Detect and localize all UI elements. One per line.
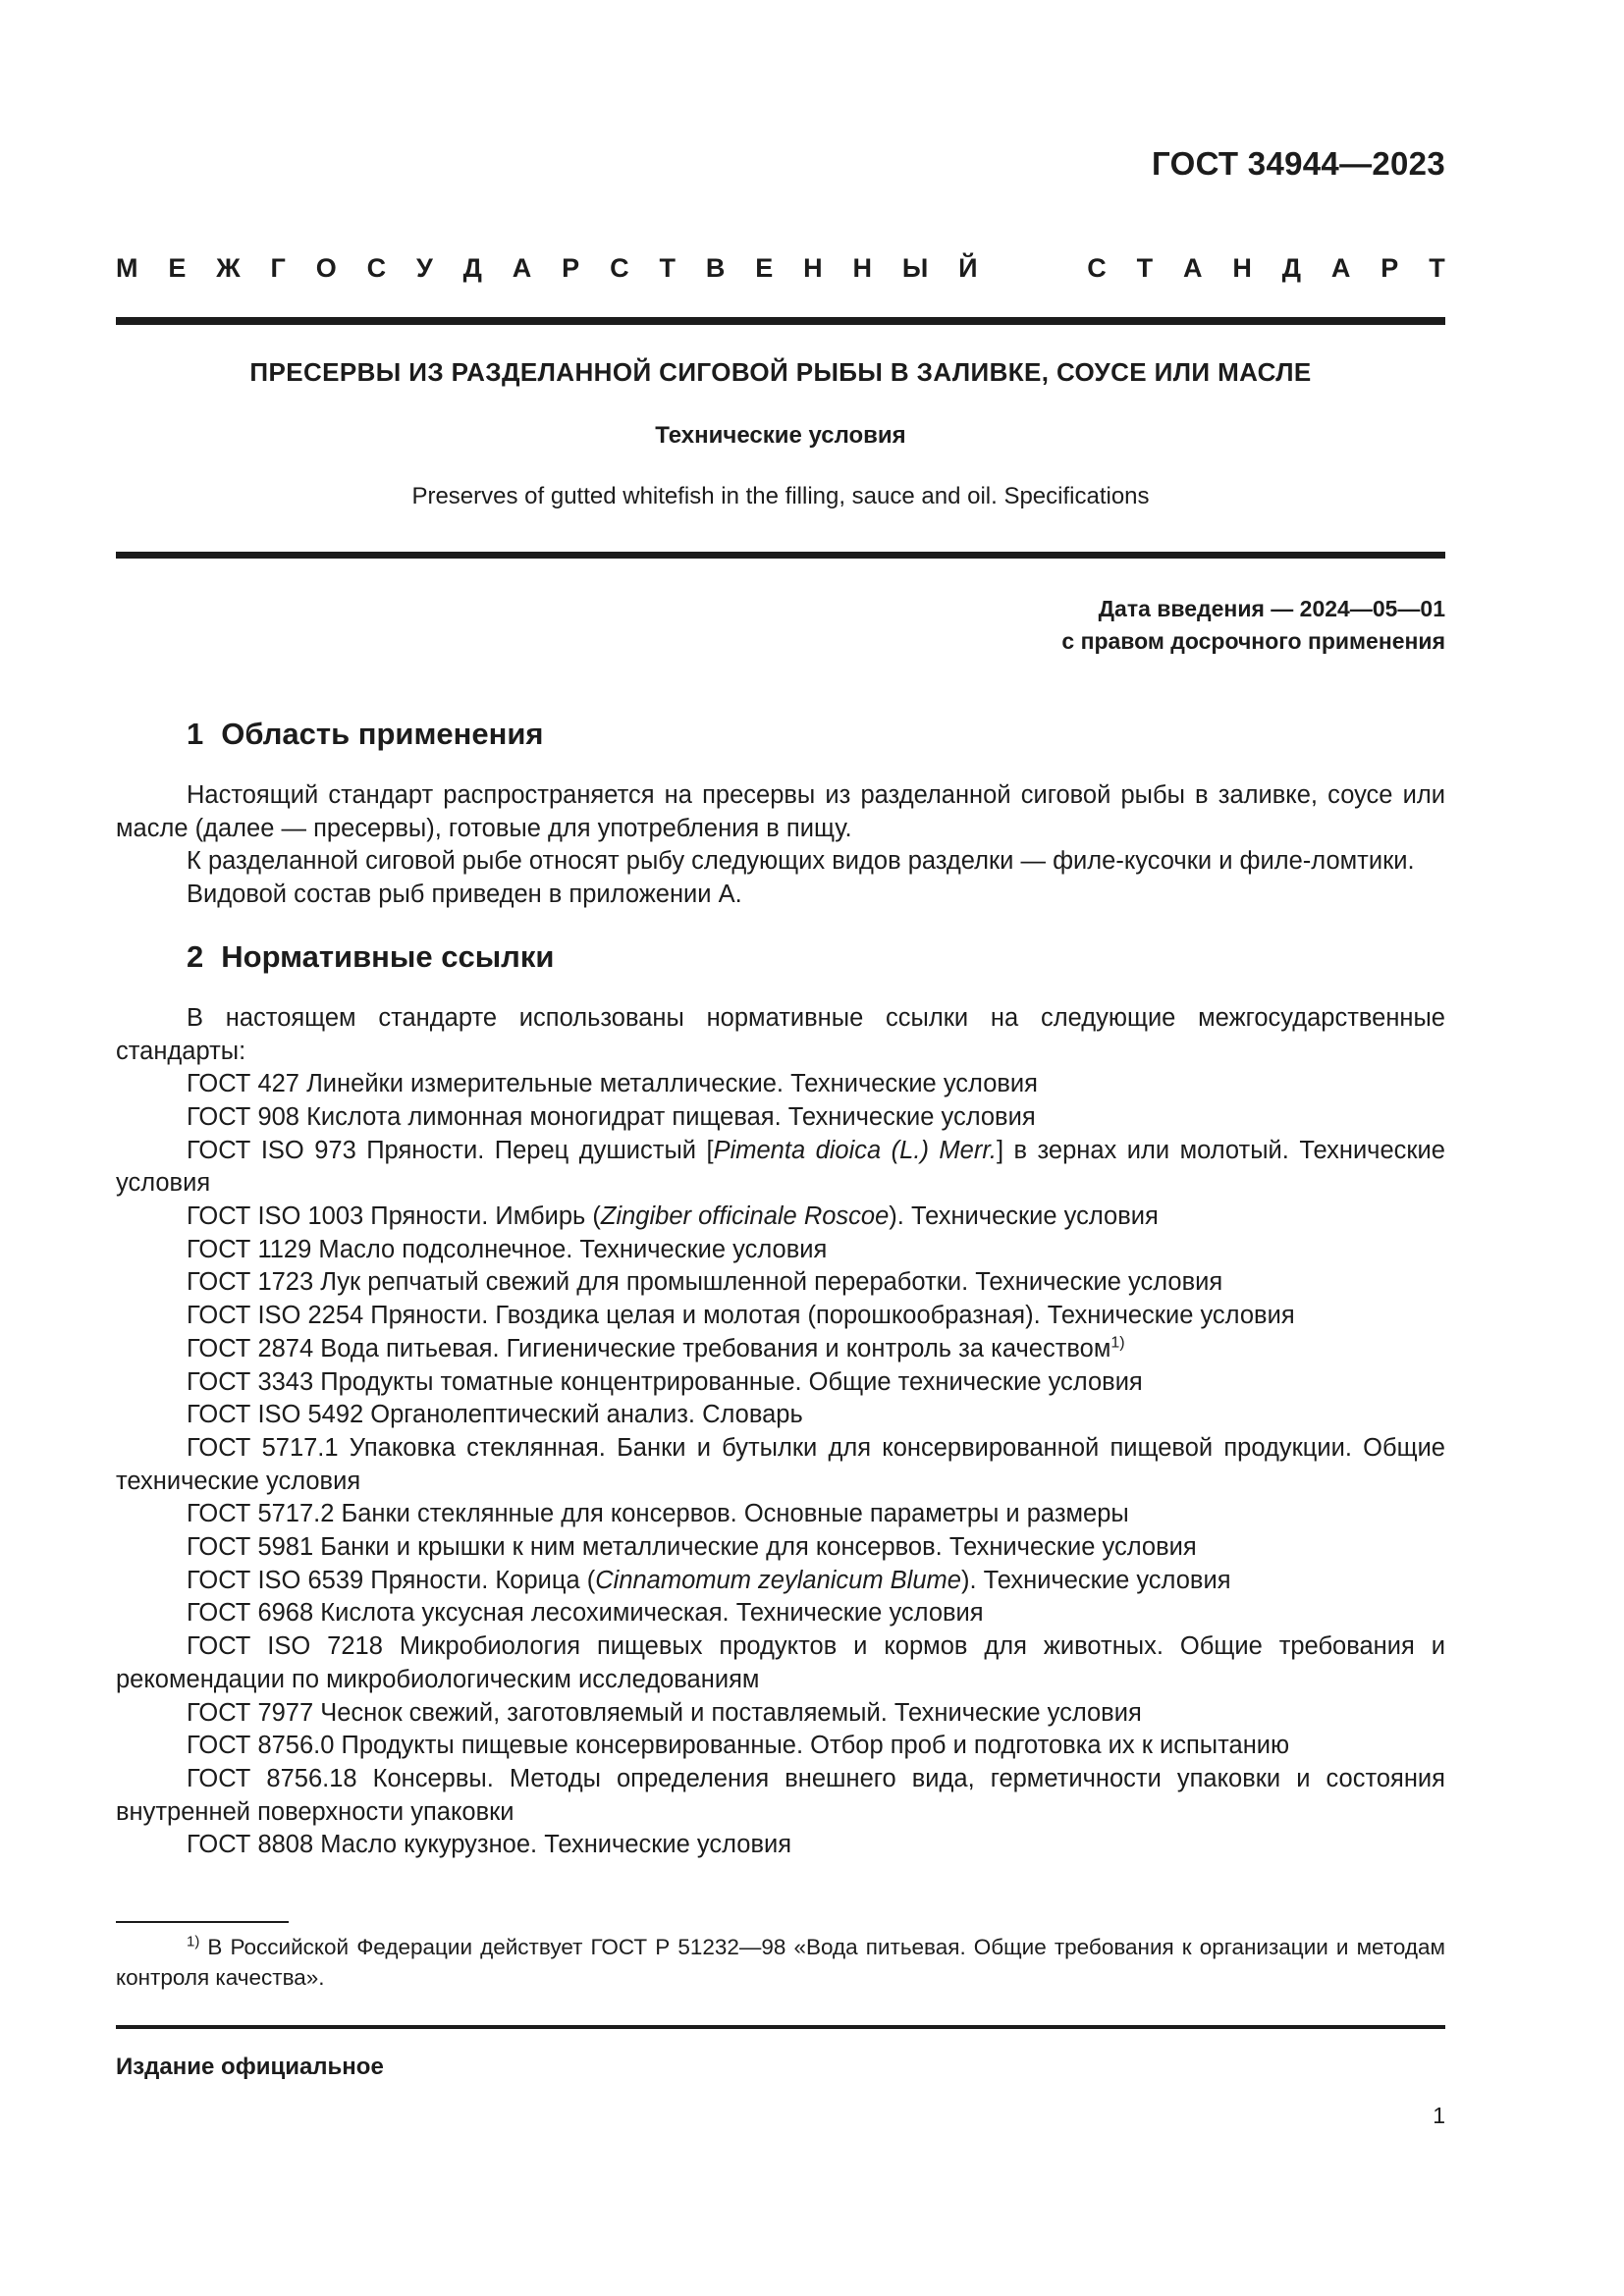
section-number: 1	[187, 717, 204, 751]
reference-item: ГОСТ 8808 Масло кукурузное. Технические условия	[187, 1831, 792, 1859]
reference-text: ГОСТ ISO 1003 Пряности. Имбирь (	[187, 1202, 601, 1231]
reference-item	[116, 1565, 1445, 1598]
footnote-number: 1)	[187, 1933, 200, 1950]
reference-text: ГОСТ 2874 Вода питьевая. Гигиенические требования и контроль за качеством	[187, 1334, 1111, 1362]
section-heading-scope	[116, 715, 1445, 754]
reference-item: ГОСТ 5981 Банки и крышки к ним металлические для консервов. Технические условия	[187, 1533, 1197, 1562]
reference-item: ГОСТ 1723 Лук репчатый свежий для промышленной переработки. Технические условия	[187, 1268, 1223, 1297]
spaced-letter: Г	[270, 253, 286, 283]
header-divider	[116, 317, 1445, 325]
reference-item: ГОСТ 8756.0 Продукты пищевые консервированные. Отбор проб и подготовка их к испытанию	[187, 1732, 1290, 1760]
introduction-date: Дата введения — 2024—05—01	[1098, 596, 1445, 621]
title-divider	[116, 552, 1445, 559]
spaced-letter: М	[116, 253, 138, 283]
reference-item: ГОСТ 1129 Масло подсолнечное. Технические условия	[187, 1235, 828, 1263]
reference-text: ГОСТ ISO 973 Пряности. Перец душистый [	[187, 1136, 714, 1164]
spaced-letter: С	[366, 253, 387, 283]
footnote-divider	[116, 1921, 289, 1923]
footnote-marker[interactable]: 1)	[1110, 1334, 1125, 1352]
latin-species-name: Pimenta dioica (L.) Merr.	[713, 1136, 997, 1164]
reference-item	[116, 1333, 1445, 1366]
spaced-letter: Е	[755, 253, 774, 283]
spaced-letter: Н	[803, 253, 823, 283]
reference-item: ГОСТ 3343 Продукты томатные концентрированные. Общие технические условия	[187, 1367, 1143, 1396]
reference-item	[116, 1201, 1445, 1234]
spaced-letter: Ж	[216, 253, 241, 283]
reference-item: ГОСТ ISO 5492 Органолептический анализ. Словарь	[187, 1401, 803, 1429]
footnote-text: В Российской Федерации действует ГОСТ Р 51232—98 «Вода питьевая. Общие требования к организации и методам контроля качества».	[116, 1935, 1445, 1990]
document-subtitle: Технические условия	[655, 422, 906, 449]
section-title: Область применения	[221, 717, 544, 751]
spaced-letter: Р	[1380, 253, 1399, 283]
spaced-letter: А	[1183, 253, 1203, 283]
spaced-letter: А	[512, 253, 532, 283]
spaced-letter: Н	[852, 253, 872, 283]
early-application-note: с правом досрочного применения	[1061, 628, 1445, 654]
reference-item: ГОСТ 5717.2 Банки стеклянные для консервов. Основные параметры и размеры	[187, 1500, 1129, 1528]
reference-text: ). Технические условия	[960, 1566, 1231, 1594]
spaced-letter: В	[705, 253, 726, 283]
reference-item: ГОСТ 8756.18 Консервы. Методы определения внешнего вида, герметичности упаковки и состояния внутренней поверхности упаковки	[116, 1764, 1445, 1826]
latin-species-name: Cinnamomum zeylanicum Blume	[595, 1566, 961, 1594]
footer-divider	[116, 2025, 1445, 2029]
reference-text: ). Технические условия	[889, 1202, 1159, 1231]
reference-text: ] в зернах или молотый. Технические условия	[116, 1136, 1445, 1198]
spaced-letter: Т	[1429, 253, 1445, 283]
spaced-letter: Т	[659, 253, 676, 283]
document-body	[116, 715, 1445, 1862]
paragraph: К разделанной сиговой рыбе относят рыбу следующих видов разделки — филе-кусочки и филе-ломтики.	[187, 847, 1415, 876]
page-number: 1	[1433, 2103, 1445, 2128]
reference-item: ГОСТ 7977 Чеснок свежий, заготовляемый и поставляемый. Технические условия	[187, 1698, 1142, 1727]
latin-species-name: Zingiber officinale Roscoe	[600, 1202, 890, 1231]
reference-item: ГОСТ 427 Линейки измерительные металлические. Технические условия	[187, 1070, 1038, 1098]
spaced-letter: Д	[1281, 253, 1302, 283]
reference-item: ГОСТ 6968 Кислота уксусная лесохимическая. Технические условия	[187, 1599, 984, 1628]
spaced-letter: Р	[562, 253, 580, 283]
reference-item	[116, 1135, 1445, 1201]
section-title: Нормативные ссылки	[221, 938, 555, 974]
reference-item: ГОСТ 908 Кислота лимонная моногидрат пищевая. Технические условия	[187, 1102, 1036, 1131]
spaced-letter: С	[610, 253, 629, 283]
spaced-letter: Е	[168, 253, 187, 283]
standard-type-heading	[116, 253, 1445, 284]
reference-text: ГОСТ ISO 6539 Пряности. Корица (	[187, 1566, 596, 1594]
spaced-letter: С	[1087, 253, 1107, 283]
spaced-letter: У	[416, 253, 433, 283]
paragraph: Видовой состав рыб приведен в приложении А.	[187, 881, 742, 909]
spaced-letter: Д	[462, 253, 482, 283]
english-title: Preserves of gutted whitefish in the filling, sauce and oil. Specifications	[411, 483, 1150, 509]
reference-item: ГОСТ ISO 7218 Микробиология пищевых продуктов и кормов для животных. Общие требования и рекомендации по микробиологическим исследованиям	[116, 1632, 1445, 1693]
document-title: ПРЕСЕРВЫ ИЗ РАЗДЕЛАННОЙ СИГОВОЙ РЫБЫ В ЗАЛИВКЕ, СОУСЕ ИЛИ МАСЛЕ	[249, 357, 1312, 387]
spaced-letter: Т	[1136, 253, 1154, 283]
spaced-letter: Н	[1232, 253, 1252, 283]
introduction-date-block	[1061, 593, 1445, 658]
official-edition-label: Издание официальное	[116, 2054, 384, 2080]
section-heading-references	[116, 937, 1445, 977]
footnote	[116, 1932, 1445, 1993]
spaced-letter: О	[315, 253, 337, 283]
paragraph: В настоящем стандарте использованы нормативные ссылки на следующие межгосударственные стандарты:	[116, 1003, 1445, 1065]
spaced-letter: Ы	[901, 253, 929, 283]
spaced-letter: Й	[958, 253, 978, 283]
spaced-letter: А	[1330, 253, 1351, 283]
reference-item: ГОСТ 5717.1 Упаковка стеклянная. Банки и бутылки для консервированной пищевой продукции. Общие технические условия	[116, 1433, 1445, 1495]
document-page	[116, 0, 1445, 2296]
reference-item: ГОСТ ISO 2254 Пряности. Гвоздика целая и молотая (порошкообразная). Технические условия	[187, 1302, 1295, 1330]
document-number: ГОСТ 34944—2023	[1152, 145, 1445, 182]
section-number: 2	[187, 938, 204, 974]
paragraph: Настоящий стандарт распространяется на пресервы из разделанной сиговой рыбы в заливке, соусе или масле (далее — пресервы), готовые для употребления в пищу.	[116, 781, 1445, 842]
